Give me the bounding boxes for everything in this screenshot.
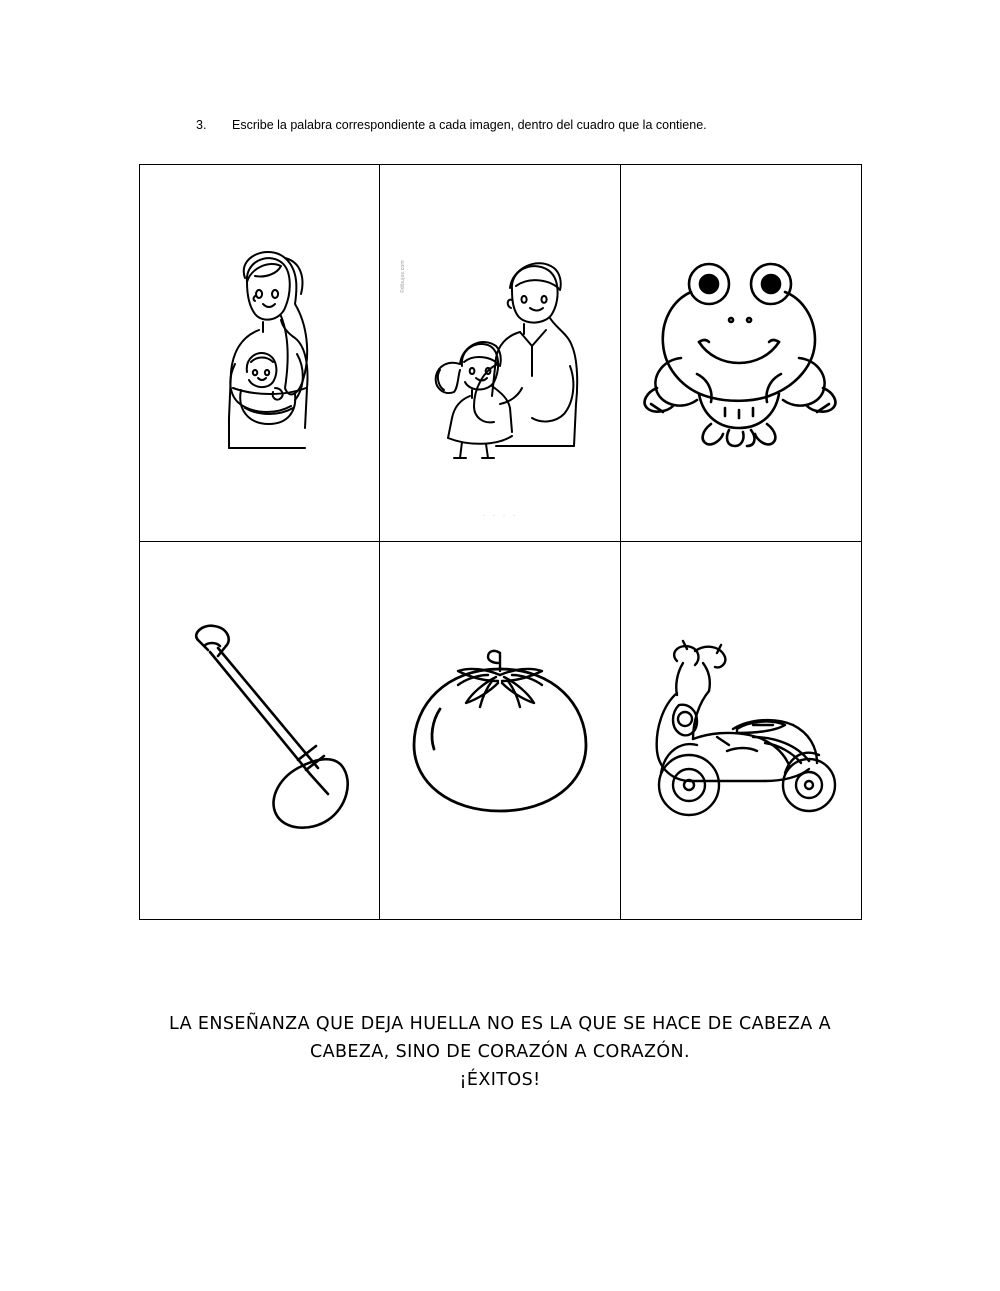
picture-grid xyxy=(139,164,862,920)
instruction-number: 3. xyxy=(196,118,207,132)
cell-tomato[interactable] xyxy=(380,542,620,919)
cell-scooter[interactable] xyxy=(621,542,861,919)
quote-line-2: CABEZA, SINO DE CORAZÓN A CORAZÓN. xyxy=(310,1042,690,1062)
cell-frog[interactable] xyxy=(621,165,861,542)
shovel-illustration xyxy=(160,616,360,846)
instruction-text: Escribe la palabra correspondiente a cada imagen, dentro del cuadro que la contiene. xyxy=(232,118,707,132)
motor-scooter-illustration xyxy=(633,633,848,828)
cell-father-daughter[interactable] xyxy=(380,165,620,542)
mother-holding-baby-illustration xyxy=(185,238,335,468)
quote-line-3: ¡ÉXITOS! xyxy=(459,1070,541,1090)
cell-mother-baby[interactable] xyxy=(140,165,380,542)
tomato-illustration xyxy=(400,641,600,821)
frog-illustration xyxy=(633,246,848,461)
watermark-text: ©dibujos.com xyxy=(400,260,407,293)
closing-quote xyxy=(0,1010,1000,1094)
faint-artifact-text: . . . . xyxy=(482,507,518,519)
instruction-line xyxy=(196,117,896,133)
cell-shovel[interactable] xyxy=(140,542,380,919)
quote-line-1: LA ENSEÑANZA QUE DEJA HUELLA NO ES LA QUE SE HACE DE CABEZA A xyxy=(169,1014,831,1034)
father-hugging-daughter-illustration xyxy=(400,246,600,461)
